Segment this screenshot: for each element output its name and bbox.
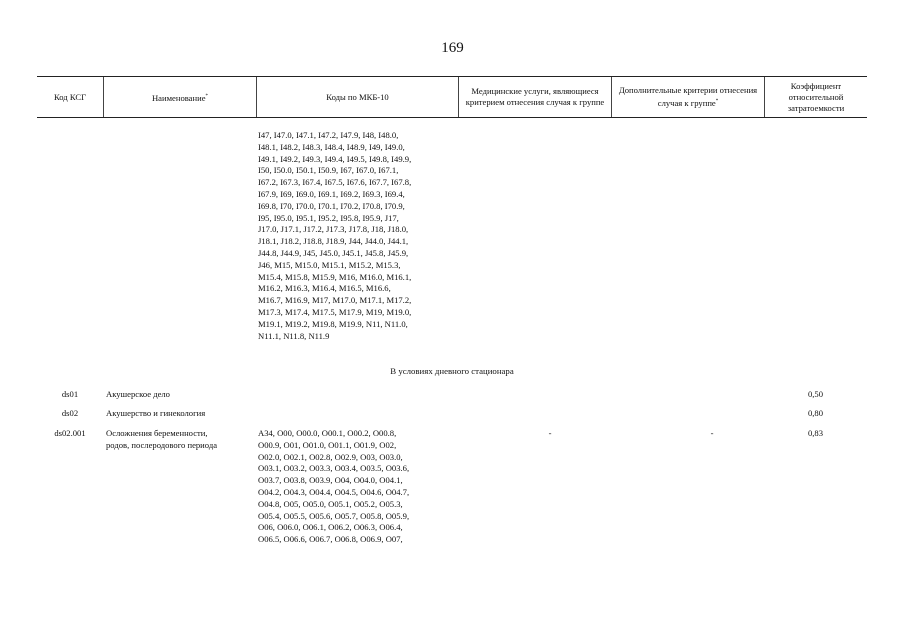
row-ds01-name: Акушерское дело bbox=[106, 389, 170, 399]
row-ds02-name: Акушерство и гинекология bbox=[106, 408, 206, 418]
row-ds02-001-code: ds02.001 bbox=[54, 428, 86, 438]
section-title: В условиях дневного стационара bbox=[390, 366, 514, 376]
row-ds02-001-services: - bbox=[548, 428, 552, 438]
header-name: Наименование* bbox=[103, 77, 256, 117]
header-ksg-code: Код КСГ bbox=[53, 91, 87, 102]
row-ds02-001-coef: 0,83 bbox=[807, 428, 824, 438]
row-ds02-001-name: Осложнения беременности, родов, послеродового периода bbox=[106, 428, 218, 450]
page-number: 169 bbox=[441, 40, 464, 56]
header-mkb-codes: Коды по МКБ-10 bbox=[256, 77, 458, 117]
row-ds01-code: ds01 bbox=[61, 389, 79, 399]
header-medical-services: Медицинские услуги, являющиеся критерием отнесения случая к группе bbox=[458, 77, 611, 117]
header-additional-criteria: Дополнительные критерии отнесения случая к группе* bbox=[611, 77, 764, 117]
continued-mkb-codes: I47, I47.0, I47.1, I47.2, I47.9, I48, I48.0, I48.1, I48.2, I48.3, I48.4, I48.9, I49, I49.0, I49.1, I49.2, I49.3, I49.4, I49.5, I49.8, I49.9, I50, I50.0, I50.1, I50.9, I67, I67.0, I67.1, I67.2, I67.3, I67.4, I67.5, I67.6, I67.7, I67.8, I67.9, I69, I69.0, I69.1, I69.2, I69.3, I69.4, I69.8, I70, I70.0, I70.1, I70.2, I70.8, I70.9, I95, I95.0, I95.1, I95.2, I95.8, I95.9, J17, J17.0, J17.1, J17.2, J17.3, J17.8, J18, J18.0, J18.1, J18.2, J18.8, J18.9, J44, J44.0, J44.1, J44.8, J44.9, J45, J45.0, J45.1, J45.8, J45.9, J46, M15, M15.0, M15.1, M15.2, M15.3, M15.4, M15.8, M15.9, M16, M16.0, M16.1, M16.2, M16.3, M16.4, M16.5, M16.6, M16.7, M16.9, M17, M17.0, M17.1, M17.2, M17.3, M17.4, M17.5, M17.9, M19, M19.0, M19.1, M19.2, M19.8, M19.9, N11, N11.0, N11.1, N11.8, N11.9 bbox=[258, 130, 412, 341]
header-coefficient: Коэффициент относительной затратоемкости bbox=[764, 77, 867, 117]
table-header bbox=[37, 76, 867, 118]
row-ds02-coef: 0,80 bbox=[807, 408, 824, 418]
row-ds02-001-mkb-codes: A34, O00, O00.0, O00.1, O00.2, O00.8, O00.9, O01, O01.0, O01.1, O01.9, O02, O02.0, O02.1, O02.8, O02.9, O03, O03.0, O03.1, O03.2, O03.3, O03.4, O03.5, O03.6, O03.7, O03.8, O03.9, O04, O04.0, O04.1, O04.2, O04.3, O04.4, O04.5, O04.6, O04.7, O04.8, O05, O05.0, O05.1, O05.2, O05.3, O05.4, O05.5, O05.6, O05.7, O05.8, O05.9, O06, O06.0, O06.1, O06.2, O06.3, O06.4, O06.5, O06.6, O06.7, O06.8, O06.9, O07, bbox=[258, 428, 410, 545]
row-ds02-code: ds02 bbox=[61, 408, 79, 418]
row-ds02-001-extra-criteria: - bbox=[710, 428, 714, 438]
row-ds01-coef: 0,50 bbox=[807, 389, 824, 399]
